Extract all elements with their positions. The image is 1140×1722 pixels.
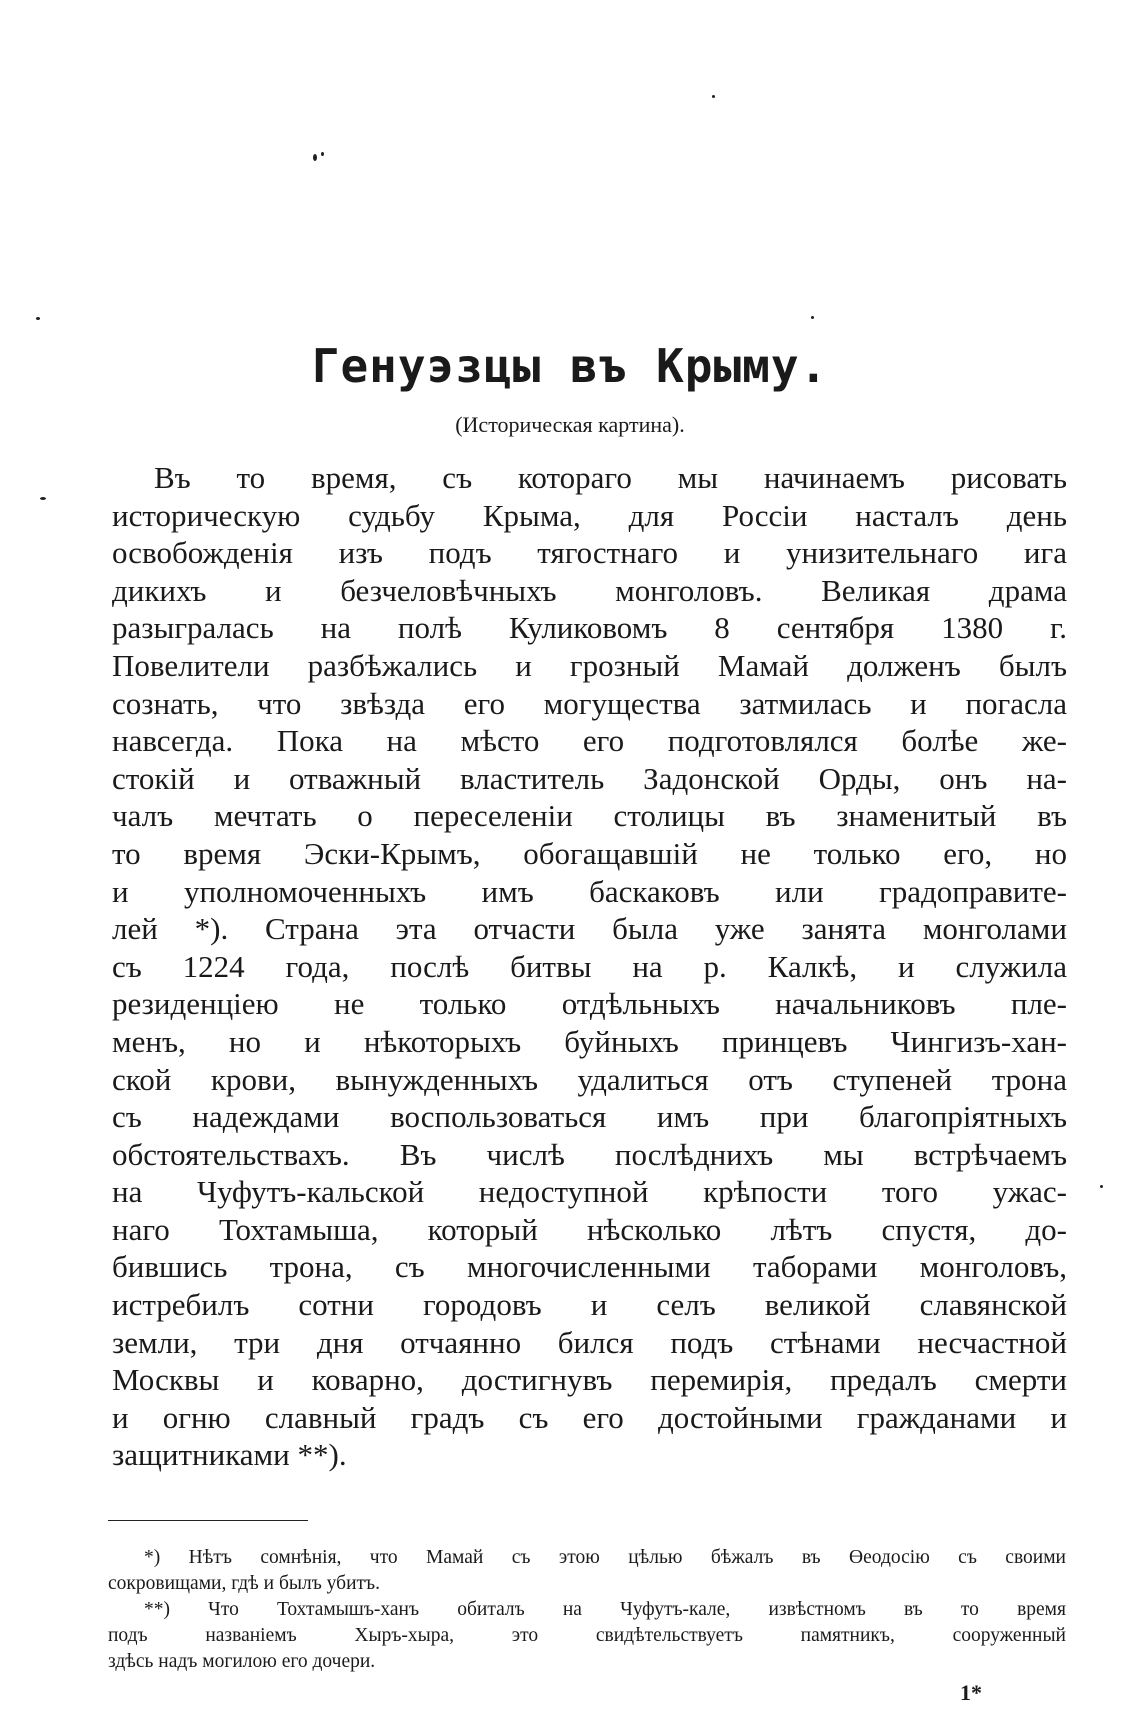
- paragraph-line: и огню славный градъ съ его достойными гражданами и: [112, 1399, 1067, 1435]
- paragraph-line: сознать, что звѣзда его могущества затмилась и погасла: [112, 685, 1067, 721]
- print-speck: [321, 152, 324, 156]
- print-speck: [313, 154, 317, 161]
- paragraph-line: на Чуфутъ-кальской недоступной крѣпости того ужас-: [112, 1174, 1067, 1210]
- footnote-1-line: сокровищами, гдѣ и былъ убитъ.: [108, 1573, 380, 1594]
- paragraph-line: Въ то время, съ котораго мы начинаемъ рисовать: [154, 460, 1067, 495]
- paragraph-line: и уполномоченныхъ имъ баскаковъ или градоправите-: [112, 873, 1067, 909]
- footnote-2-line: **) Что Тохтамышъ-ханъ обиталъ на Чуфутъ-кале, извѣстномъ въ то время: [144, 1599, 1066, 1620]
- footnotes: [108, 1545, 1066, 1675]
- paragraph-line: лей *). Страна эта отчасти была уже занята монголами: [112, 911, 1067, 947]
- paragraph-line: навсегда. Пока на мѣсто его подготовлялся болѣе же-: [112, 723, 1067, 759]
- paragraph-line: бившись трона, съ многочисленными таборами монголовъ,: [112, 1249, 1067, 1285]
- paragraph-line: резиденціею не только отдѣльныхъ начальниковъ пле-: [112, 986, 1067, 1022]
- footnote-2-line: здѣсь надъ могилою его дочери.: [108, 1651, 376, 1672]
- footnote-1-line: *) Нѣтъ сомнѣнія, что Мамай съ этою цѣлью бѣжалъ въ Өеодосію съ своими: [144, 1547, 1066, 1568]
- footnote-divider: [108, 1520, 308, 1521]
- paragraph-line: дикихъ и безчеловѣчныхъ монголовъ. Великая драма: [112, 572, 1067, 608]
- paragraph-line: съ 1224 года, послѣ битвы на р. Калкѣ, и служила: [112, 948, 1067, 984]
- paragraph-line: разыгралась на полѣ Куликовомъ 8 сентября 1380 г.: [112, 610, 1067, 646]
- print-speck: [712, 95, 715, 98]
- paragraph-line: освобожденія изъ подъ тягостнаго и унизительнаго ига: [112, 535, 1067, 571]
- paragraph-line: защитниками **).: [112, 1437, 347, 1473]
- article-subtitle: (Историческая картина).: [455, 412, 685, 437]
- print-speck: [40, 497, 46, 500]
- signature-mark: 1*: [960, 1680, 982, 1705]
- paragraph-line: земли, три дня отчаянно бился подъ стѣнами несчастной: [112, 1324, 1067, 1360]
- paragraph-line: наго Тохтамыша, который нѣсколько лѣтъ спустя, до-: [112, 1211, 1067, 1247]
- print-speck: [811, 316, 814, 319]
- paragraph-line: Москвы и коварно, достигнувъ перемирія, предалъ смерти: [112, 1362, 1067, 1398]
- paragraph-line: то время Эски-Крымъ, обогащавшій не только его, но: [112, 835, 1067, 871]
- paragraph-line: обстоятельствахъ. Въ числѣ послѣднихъ мы встрѣчаемъ: [112, 1136, 1067, 1172]
- paragraph-line: историческую судьбу Крыма, для Россіи насталъ день: [112, 497, 1067, 533]
- paragraph-line: стокій и отважный властитель Задонской Орды, онъ на-: [112, 760, 1067, 796]
- footnote-2-line: подъ названіемъ Хыръ-хыра, это свидѣтельствуетъ памятникъ, сооруженный: [108, 1625, 1066, 1646]
- paragraph-line: чалъ мечтать о переселеніи столицы въ знаменитый въ: [112, 798, 1067, 834]
- article-title: Генуэзцы въ Крыму.: [311, 339, 829, 393]
- paragraph-line: истребилъ сотни городовъ и селъ великой славянской: [112, 1287, 1067, 1323]
- paragraph-line: Повелители разбѣжались и грозный Мамай долженъ былъ: [112, 647, 1067, 683]
- paragraph-line: ской крови, вынужденныхъ удалиться отъ ступеней трона: [112, 1061, 1067, 1097]
- main-paragraph: [112, 459, 1067, 1474]
- paragraph-line: съ надеждами воспользоваться имъ при благопріятныхъ: [112, 1099, 1067, 1135]
- paragraph-line: менъ, но и нѣкоторыхъ буйныхъ принцевъ Чингизъ-хан-: [112, 1023, 1067, 1059]
- print-speck: [1100, 1185, 1103, 1188]
- print-speck: [36, 317, 40, 320]
